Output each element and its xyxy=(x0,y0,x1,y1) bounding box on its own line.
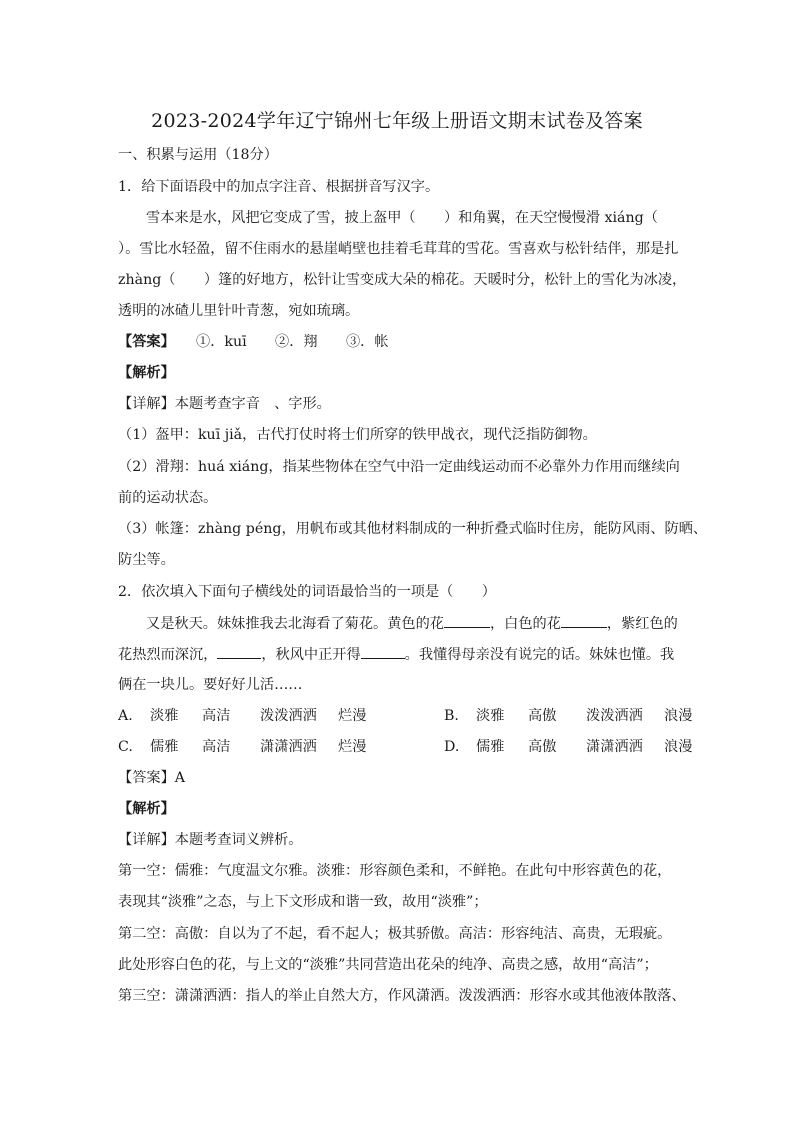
question-2-passage-line: 花热烈而深沉， ，秋风中正开得 。我懂得母亲没有说完的话。妹妹也懂。我 xyxy=(118,644,674,665)
detail-item: （2）滑翔：huá xiáng，指某些物体在空气中沿一定曲线运动而不必靠外力作用而继续向 xyxy=(118,459,680,475)
question-1-paragraph-line: zhàng（ ）篷的好地方，松针让雪变成大朵的棉花。天暖时分，松针上的雪化为冰凌， xyxy=(118,272,687,288)
detail-item: 表现其“淡雅”之态，与上下文形成和谐一致，故用“淡雅”； xyxy=(118,894,488,910)
analysis-label: 【解析】 xyxy=(118,365,175,381)
detail-item: 第二空：高傲：自以为了不起，看不起人；极其骄傲。高洁：形容纯洁、高贵，无瑕疵。 xyxy=(118,926,672,942)
option-a: A. 淡雅 高洁 泼泼洒洒 烂漫 xyxy=(118,708,367,724)
question-1-paragraph-line: 透明的冰碴儿里针叶青葱，宛如琉璃。 xyxy=(118,303,360,319)
detail-item: （1）盔甲：kuī jiǎ，古代打仗时将士们所穿的铁甲战衣，现代泛指防御物。 xyxy=(118,427,597,443)
detail-item: 第三空：潇潇洒洒：指人的举止自然大方，作风潇洒。泼泼洒洒：形容水或其他液体散落、 xyxy=(118,988,686,1004)
option-b: B. 淡雅 高傲 泼泼洒洒 浪漫 xyxy=(444,708,693,724)
detail-item: 此处形容白色的花，与上文的“淡雅”共同营造出花朵的纯净、高贵之感，故用“高洁”； xyxy=(118,957,658,973)
question-1-answer xyxy=(118,332,389,352)
detail-item: （3）帐篷：zhàng péng，用帆布或其他材料制成的一种折叠式临时住房，能防风雨、防晒、 xyxy=(118,521,708,537)
answer-label: 【答案】 xyxy=(118,334,168,350)
detail-heading: 【详解】本题考查字音 、字形。 xyxy=(118,396,331,412)
detail-item: 前的运动状态。 xyxy=(118,490,218,506)
option-c: C. 儒雅 高洁 潇潇洒洒 烂漫 xyxy=(118,739,367,755)
question-2-passage-line: 又是秋天。妹妹推我去北海看了菊花。黄色的花 ，白色的花 ，紫红色的 xyxy=(146,613,678,634)
question-1-stem: 1．给下面语段中的加点字注音、根据拼音写汉字。 xyxy=(118,179,440,195)
analysis-label: 【解析】 xyxy=(118,801,175,817)
fill-blank xyxy=(444,613,490,628)
question-1-paragraph-line: 雪本来是水，风把它变成了雪，披上盔甲（ ）和角翼，在天空慢慢滑 xiáng（ xyxy=(146,210,658,226)
question-2-stem: 2．依次填入下面句子横线处的词语最恰当的一项是（ ） xyxy=(118,584,496,600)
document-title: 2023-2024学年辽宁锦州七年级上册语文期末试卷及答案 xyxy=(151,110,643,132)
detail-item: 防尘等。 xyxy=(118,552,175,568)
fill-blank xyxy=(217,644,261,659)
question-2-passage-line: 俩在一块儿。要好好儿活…… xyxy=(118,677,303,693)
answer-text: ①．kuī ②．翔 ③．帐 xyxy=(167,334,389,350)
detail-heading: 【详解】本题考查词义辨析。 xyxy=(118,832,303,848)
section-heading: 一、积累与运用（18分） xyxy=(118,147,278,163)
question-1-paragraph-line: ）。雪比水轻盈，留不住雨水的悬崖峭壁也挂着毛茸茸的雪花。雪喜欢与松针结伴，那是扎 xyxy=(118,241,679,257)
fill-blank xyxy=(561,613,607,628)
detail-item: 第一空：儒雅：气度温文尔雅。淡雅：形容颜色柔和，不鲜艳。在此句中形容黄色的花， xyxy=(118,863,672,879)
option-d: D. 儒雅 高傲 潇潇洒洒 浪漫 xyxy=(444,739,693,755)
question-2-answer: 【答案】A xyxy=(118,770,185,786)
fill-blank xyxy=(361,644,405,659)
